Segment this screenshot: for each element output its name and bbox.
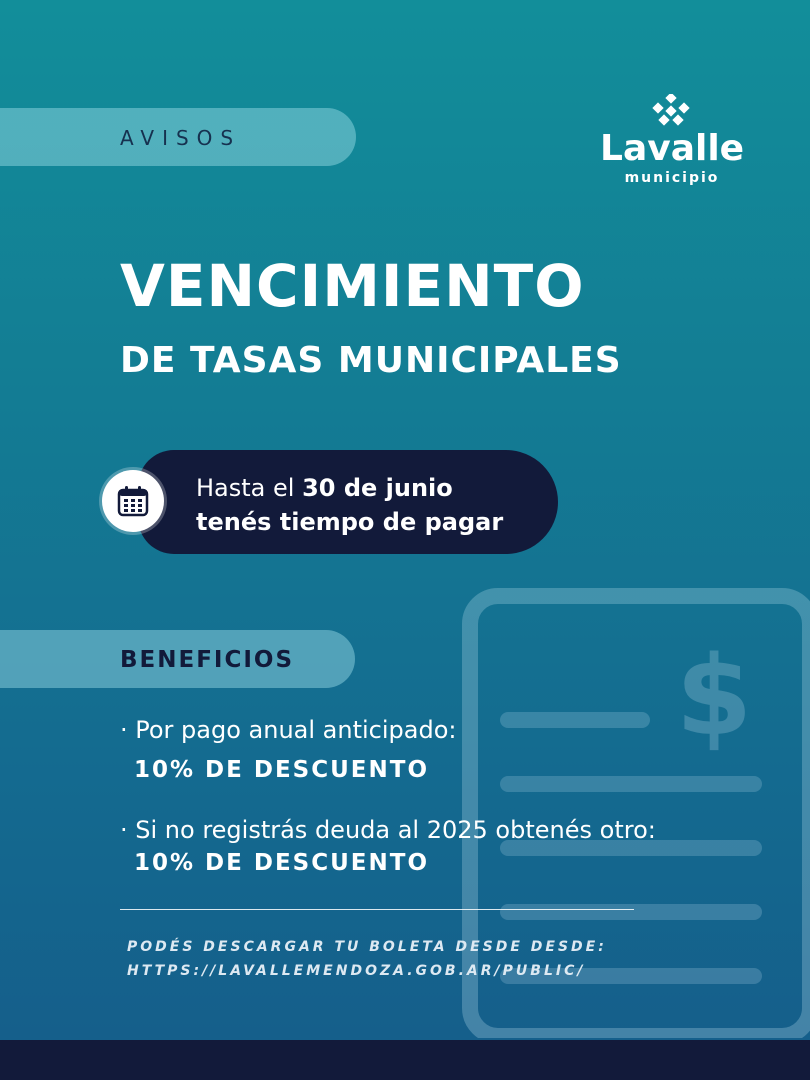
deadline-line2: tenés tiempo de pagar	[196, 508, 504, 536]
footer-url: HTTPS://LAVALLEMENDOZA.GOB.AR/PUBLIC/	[127, 963, 586, 979]
divider	[120, 909, 634, 910]
logo-subtitle: municipio	[624, 170, 720, 186]
benefit-item-2-text: · Si no registrás deuda al 2025 obtenés otro:	[120, 816, 656, 844]
deadline-banner	[138, 450, 558, 554]
page-title: VENCIMIENTO	[120, 252, 585, 320]
benefits-heading: BENEFICIOS	[120, 647, 295, 673]
lavalle-logo-mark-icon	[652, 94, 690, 128]
svg-text:$: $	[675, 632, 753, 760]
bottom-bar	[0, 1040, 810, 1080]
logo-name: Lavalle	[600, 128, 745, 169]
benefit-item-2-discount: 10% DE DESCUENTO	[134, 850, 429, 876]
deadline-date: 30 de junio	[302, 474, 453, 502]
benefit-item-1-discount: 10% DE DESCUENTO	[134, 757, 429, 783]
calendar-icon	[117, 485, 149, 517]
section-label: AVISOS	[120, 126, 242, 150]
footer-download-text: PODÉS DESCARGAR TU BOLETA DESDE DESDE:	[127, 939, 607, 955]
lavalle-logo	[600, 92, 744, 192]
page-subtitle: DE TASAS MUNICIPALES	[120, 340, 622, 381]
calendar-badge	[102, 470, 164, 532]
benefit-item-1-text: · Por pago anual anticipado:	[120, 716, 457, 744]
deadline-text	[196, 474, 453, 502]
deadline-prefix: Hasta el	[196, 474, 303, 502]
